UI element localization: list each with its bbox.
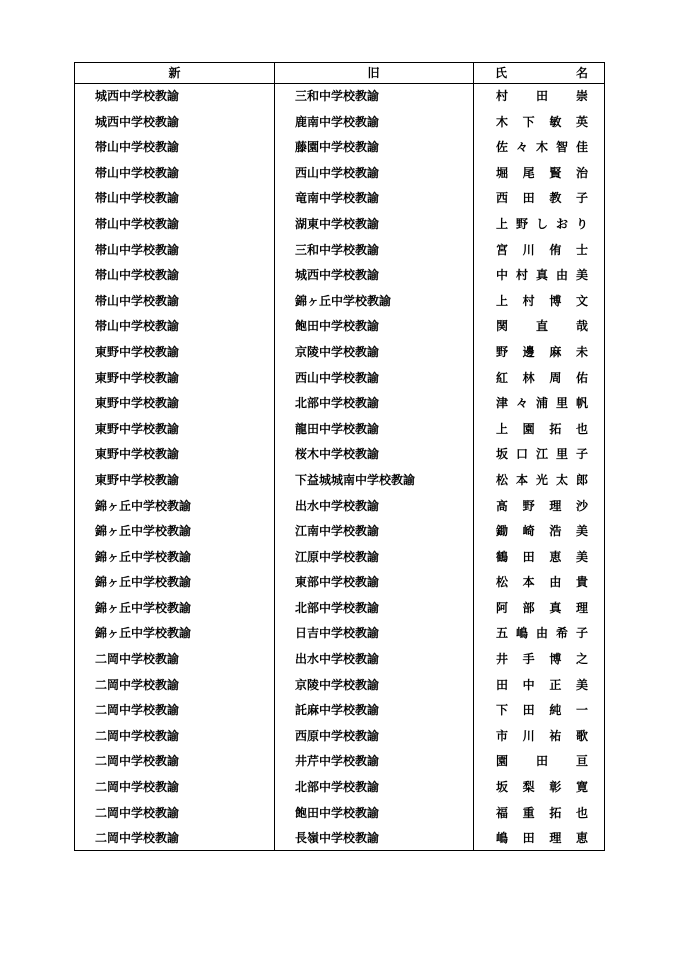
- name-character: 真: [549, 600, 562, 615]
- name-character: 也: [575, 805, 588, 820]
- table-row: [75, 647, 604, 673]
- old-position: 下益城城南中学校教諭: [295, 472, 416, 487]
- name-character: 治: [575, 165, 588, 180]
- name-character: り: [575, 216, 588, 231]
- table-row: [75, 289, 604, 315]
- old-position: 龍田中学校教諭: [295, 421, 380, 436]
- name-character: 子: [575, 191, 588, 206]
- name-character: 木: [535, 140, 548, 155]
- person-name: [496, 340, 588, 366]
- new-position: 錦ヶ丘中学校教諭: [95, 524, 192, 539]
- new-position: 城西中学校教諭: [95, 89, 180, 103]
- name-character: 村: [522, 293, 535, 308]
- name-character: 村: [515, 268, 528, 283]
- name-character: 口: [515, 447, 528, 462]
- name-character: 理: [549, 498, 562, 513]
- name-character: 髙: [496, 498, 509, 513]
- name-character: 直: [535, 319, 548, 334]
- name-character: 子: [575, 626, 588, 641]
- name-character: 正: [549, 677, 562, 692]
- name-character: 鋤: [496, 524, 509, 539]
- name-character: 井: [496, 652, 509, 667]
- new-position: 帯山中学校教諭: [95, 319, 180, 334]
- name-character: 亘: [575, 754, 588, 769]
- old-position: 西原中学校教諭: [295, 728, 380, 743]
- new-position: 錦ヶ丘中学校教諭: [95, 600, 192, 615]
- name-character: 純: [549, 703, 562, 718]
- person-name: [496, 263, 588, 289]
- old-position: 井芹中学校教諭: [295, 754, 380, 769]
- name-character: 木: [496, 114, 509, 129]
- name-character: 上: [496, 421, 509, 436]
- new-position: 帯山中学校教諭: [95, 293, 180, 308]
- new-position: 城西中学校教諭: [95, 114, 180, 129]
- old-position: 西山中学校教諭: [295, 370, 380, 385]
- name-character: 田: [522, 549, 535, 564]
- table-row: [75, 212, 604, 238]
- old-position: 三和中学校教諭: [295, 242, 380, 257]
- name-character: 理: [549, 831, 562, 846]
- new-position: 東野中学校教諭: [95, 447, 180, 462]
- name-character: 中: [496, 268, 509, 283]
- name-character: 教: [549, 191, 562, 206]
- name-character: 之: [575, 652, 588, 667]
- name-character: 拓: [549, 805, 562, 820]
- name-character: 拓: [549, 421, 562, 436]
- table-body: [75, 84, 604, 852]
- person-name: [496, 570, 588, 596]
- new-position: 東野中学校教諭: [95, 370, 180, 385]
- table-row: [75, 570, 604, 596]
- name-character: 野: [496, 344, 509, 359]
- name-character: 哉: [575, 319, 588, 334]
- name-character: 鶴: [496, 549, 509, 564]
- header-name-part-2: 名: [575, 66, 588, 80]
- name-character: 阿: [496, 600, 509, 615]
- name-character: 本: [522, 575, 535, 590]
- name-character: 尾: [522, 165, 535, 180]
- name-character: 松: [496, 575, 509, 590]
- name-character: 江: [535, 447, 548, 462]
- table-row: [75, 442, 604, 468]
- name-character: 々: [515, 140, 528, 155]
- new-position: 二岡中学校教諭: [95, 652, 180, 667]
- name-character: 也: [575, 421, 588, 436]
- name-character: 関: [496, 319, 509, 334]
- old-position: 京陵中学校教諭: [295, 677, 380, 692]
- name-character: 野: [515, 216, 528, 231]
- name-character: 田: [496, 677, 509, 692]
- table-row: [75, 263, 604, 289]
- name-character: 周: [549, 370, 562, 385]
- name-character: 福: [496, 805, 509, 820]
- person-name: [496, 238, 588, 264]
- old-position: 藤園中学校教諭: [295, 140, 380, 155]
- old-position: 北部中学校教諭: [295, 396, 380, 411]
- name-character: 真: [535, 268, 548, 283]
- name-character: 恵: [549, 549, 562, 564]
- old-position: 長嶺中学校教諭: [295, 831, 380, 846]
- name-character: 美: [575, 549, 588, 564]
- name-character: 々: [515, 396, 528, 411]
- new-position: 二岡中学校教諭: [95, 831, 180, 846]
- new-position: 帯山中学校教諭: [95, 216, 180, 231]
- name-character: 賢: [549, 165, 562, 180]
- table-row: [75, 801, 604, 827]
- name-character: 下: [496, 703, 509, 718]
- name-character: 宮: [496, 242, 509, 257]
- table-row: [75, 596, 604, 622]
- name-character: 川: [522, 728, 535, 743]
- name-character: 西: [496, 191, 509, 206]
- name-character: 佐: [496, 140, 509, 155]
- name-character: 郎: [575, 472, 588, 487]
- old-position: 錦ヶ丘中学校教諭: [295, 293, 392, 308]
- name-character: 浩: [549, 524, 562, 539]
- personnel-table: [74, 62, 605, 851]
- name-character: 崎: [522, 524, 535, 539]
- old-position: 竜南中学校教諭: [295, 191, 380, 206]
- name-character: 上: [496, 293, 509, 308]
- name-character: 帆: [575, 396, 588, 411]
- new-position: 東野中学校教諭: [95, 472, 180, 487]
- old-position: 京陵中学校教諭: [295, 344, 380, 359]
- name-character: 田: [522, 831, 535, 846]
- header-new: 新: [168, 66, 181, 80]
- name-character: 光: [535, 472, 548, 487]
- new-position: 二岡中学校教諭: [95, 754, 180, 769]
- table-row: [75, 826, 604, 852]
- name-character: 坂: [496, 780, 509, 795]
- name-character: 嶋: [515, 626, 528, 641]
- new-position: 二岡中学校教諭: [95, 728, 180, 743]
- name-character: 園: [496, 754, 509, 769]
- name-character: 由: [555, 268, 568, 283]
- name-character: 村: [496, 89, 509, 103]
- table-row: [75, 749, 604, 775]
- name-character: 美: [575, 268, 588, 283]
- old-position: 託麻中学校教諭: [295, 703, 380, 718]
- new-position: 錦ヶ丘中学校教諭: [95, 549, 192, 564]
- old-position: 鹿南中学校教諭: [295, 114, 380, 129]
- new-position: 錦ヶ丘中学校教諭: [95, 575, 192, 590]
- old-position: 城西中学校教諭: [295, 268, 380, 283]
- new-position: 錦ヶ丘中学校教諭: [95, 498, 192, 513]
- old-position: 西山中学校教諭: [295, 165, 380, 180]
- old-position: 湖東中学校教諭: [295, 216, 380, 231]
- new-position: 東野中学校教諭: [95, 396, 180, 411]
- person-name: [496, 698, 588, 724]
- name-character: 堀: [496, 165, 509, 180]
- person-name: [496, 186, 588, 212]
- name-character: 里: [555, 396, 568, 411]
- old-position: 出水中学校教諭: [295, 652, 380, 667]
- person-name: [496, 84, 588, 110]
- person-name: [496, 417, 588, 443]
- name-character: 坂: [496, 447, 509, 462]
- person-name: [496, 749, 588, 775]
- name-character: 川: [522, 242, 535, 257]
- name-character: 麻: [549, 344, 562, 359]
- table-row: [75, 314, 604, 340]
- table-row: [75, 417, 604, 443]
- new-position: 東野中学校教諭: [95, 421, 180, 436]
- name-character: 津: [496, 396, 509, 411]
- name-character: 手: [522, 652, 535, 667]
- new-position: 東野中学校教諭: [95, 344, 180, 359]
- name-character: 浦: [535, 396, 548, 411]
- person-name: [496, 135, 588, 161]
- table-row: [75, 621, 604, 647]
- new-position: 帯山中学校教諭: [95, 140, 180, 155]
- name-character: 中: [522, 677, 535, 692]
- name-character: 梨: [522, 780, 535, 795]
- table-row: [75, 545, 604, 571]
- name-character: 松: [496, 472, 509, 487]
- header-name-part-1: 氏: [495, 66, 508, 80]
- name-character: 彰: [549, 780, 562, 795]
- table-row: [75, 110, 604, 136]
- name-character: 田: [522, 191, 535, 206]
- header-name: [473, 63, 606, 83]
- table-row: [75, 340, 604, 366]
- person-name: [496, 826, 588, 852]
- old-position: 三和中学校教諭: [295, 89, 380, 103]
- name-character: 未: [575, 344, 588, 359]
- name-character: 園: [522, 421, 535, 436]
- name-character: 子: [575, 447, 588, 462]
- name-character: 下: [522, 114, 535, 129]
- name-character: 寛: [575, 780, 588, 795]
- name-character: 歌: [575, 728, 588, 743]
- name-character: 崇: [575, 89, 588, 103]
- name-character: 博: [549, 652, 562, 667]
- name-character: 邊: [522, 344, 535, 359]
- name-character: 由: [549, 575, 562, 590]
- name-character: 紅: [496, 370, 509, 385]
- table-row: [75, 238, 604, 264]
- name-character: 野: [522, 498, 535, 513]
- header-old: 旧: [367, 66, 380, 80]
- name-character: 士: [575, 242, 588, 257]
- new-position: 二岡中学校教諭: [95, 703, 180, 718]
- name-character: 理: [575, 600, 588, 615]
- name-character: 田: [535, 89, 548, 103]
- name-character: 重: [522, 805, 535, 820]
- name-character: 貴: [575, 575, 588, 590]
- table-row: [75, 724, 604, 750]
- name-character: 美: [575, 524, 588, 539]
- person-name: [496, 673, 588, 699]
- person-name: [496, 596, 588, 622]
- person-name: [496, 494, 588, 520]
- new-position: 二岡中学校教諭: [95, 677, 180, 692]
- person-name: [496, 519, 588, 545]
- new-position: 帯山中学校教諭: [95, 165, 180, 180]
- table-row: [75, 519, 604, 545]
- new-position: 帯山中学校教諭: [95, 268, 180, 283]
- name-character: 美: [575, 677, 588, 692]
- old-position: 日吉中学校教諭: [295, 626, 380, 641]
- table-row: [75, 135, 604, 161]
- name-character: 希: [555, 626, 568, 641]
- table-row: [75, 186, 604, 212]
- old-position: 出水中学校教諭: [295, 498, 380, 513]
- person-name: [496, 724, 588, 750]
- new-position: 帯山中学校教諭: [95, 242, 180, 257]
- person-name: [496, 289, 588, 315]
- table-row: [75, 366, 604, 392]
- person-name: [496, 391, 588, 417]
- table-row: [75, 161, 604, 187]
- person-name: [496, 801, 588, 827]
- name-character: 市: [496, 728, 509, 743]
- new-position: 錦ヶ丘中学校教諭: [95, 626, 192, 641]
- table-row: [75, 673, 604, 699]
- name-character: 智: [555, 140, 568, 155]
- person-name: [496, 110, 588, 136]
- new-position: 二岡中学校教諭: [95, 780, 180, 795]
- name-character: 祐: [549, 728, 562, 743]
- table-row: [75, 391, 604, 417]
- new-position: 帯山中学校教諭: [95, 191, 180, 206]
- name-character: し: [535, 216, 548, 231]
- table-row: [75, 84, 604, 110]
- table-row: [75, 494, 604, 520]
- name-character: 侑: [549, 242, 562, 257]
- name-character: 嶋: [496, 831, 509, 846]
- new-position: 二岡中学校教諭: [95, 805, 180, 820]
- person-name: [496, 366, 588, 392]
- table-row: [75, 698, 604, 724]
- table-row: [75, 468, 604, 494]
- name-character: 本: [515, 472, 528, 487]
- name-character: 佑: [575, 370, 588, 385]
- name-character: 沙: [575, 498, 588, 513]
- name-character: 一: [575, 703, 588, 718]
- old-position: 東部中学校教諭: [295, 575, 380, 590]
- name-character: 五: [496, 626, 509, 641]
- old-position: 江南中学校教諭: [295, 524, 380, 539]
- old-position: 桜木中学校教諭: [295, 447, 380, 462]
- person-name: [496, 647, 588, 673]
- name-character: 部: [522, 600, 535, 615]
- person-name: [496, 161, 588, 187]
- name-character: 林: [522, 370, 535, 385]
- person-name: [496, 545, 588, 571]
- old-position: 飽田中学校教諭: [295, 319, 380, 334]
- person-name: [496, 621, 588, 647]
- person-name: [496, 775, 588, 801]
- person-name: [496, 212, 588, 238]
- name-character: お: [555, 216, 568, 231]
- old-position: 飽田中学校教諭: [295, 805, 380, 820]
- name-character: 田: [522, 703, 535, 718]
- table-header: [75, 63, 604, 84]
- name-character: 太: [555, 472, 568, 487]
- old-position: 北部中学校教諭: [295, 780, 380, 795]
- old-position: 江原中学校教諭: [295, 549, 380, 564]
- table-row: [75, 775, 604, 801]
- name-character: 英: [575, 114, 588, 129]
- name-character: 上: [496, 216, 509, 231]
- name-character: 博: [549, 293, 562, 308]
- name-character: 田: [535, 754, 548, 769]
- name-character: 里: [555, 447, 568, 462]
- name-character: 由: [535, 626, 548, 641]
- person-name: [496, 314, 588, 340]
- name-character: 敏: [549, 114, 562, 129]
- name-character: 恵: [575, 831, 588, 846]
- person-name: [496, 468, 588, 494]
- old-position: 北部中学校教諭: [295, 600, 380, 615]
- name-character: 文: [575, 293, 588, 308]
- person-name: [496, 442, 588, 468]
- name-character: 佳: [575, 140, 588, 155]
